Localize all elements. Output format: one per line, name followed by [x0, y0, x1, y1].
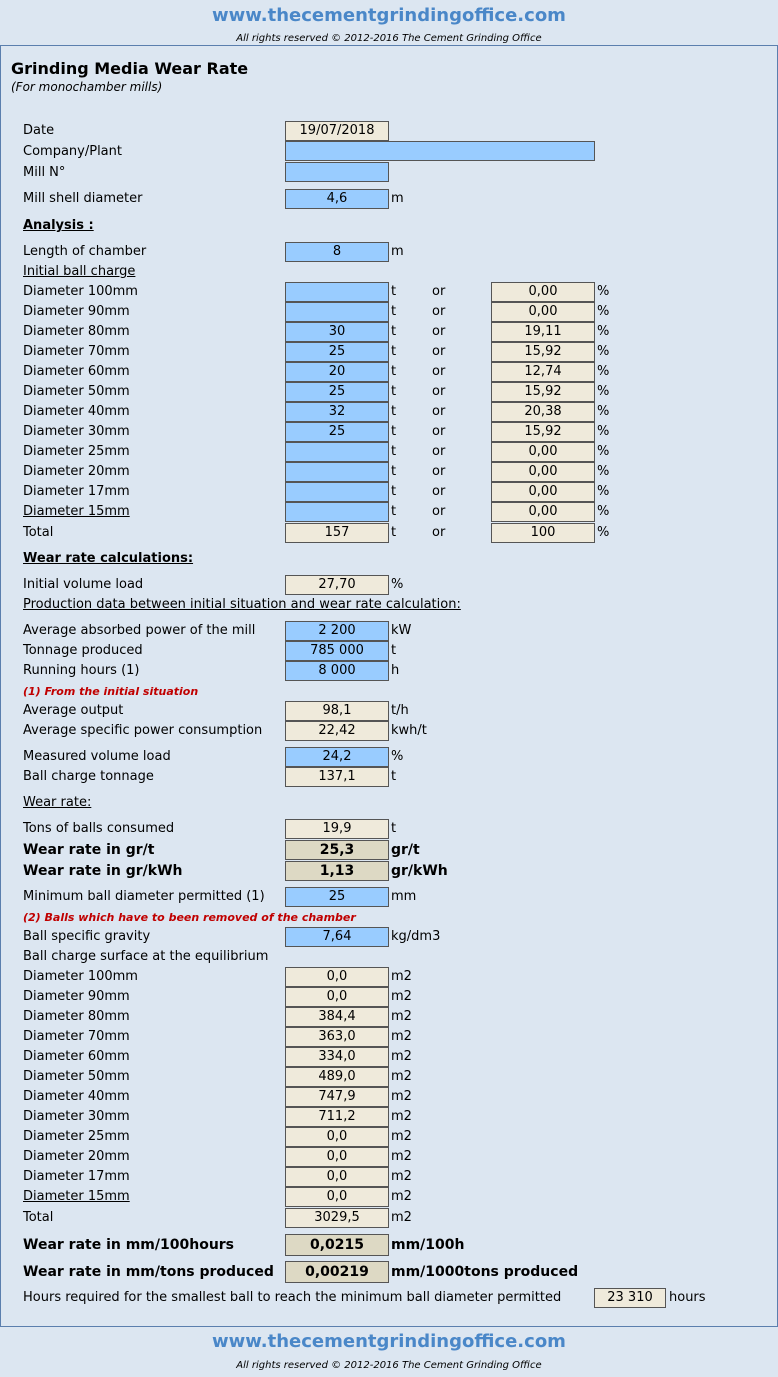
surface-row-value: 0,0	[285, 1147, 389, 1167]
spc-field: 22,42	[285, 721, 389, 741]
spc-unit: kwh/t	[391, 723, 427, 738]
running-hours-unit: h	[391, 663, 400, 678]
charge-row-t-unit: t	[391, 404, 397, 419]
surface-total-unit: m2	[391, 1210, 412, 1225]
header-rights: All rights reserved © 2012-2016 The Cement Grinding Office	[236, 33, 542, 44]
charge-row-pct-unit: %	[597, 464, 610, 479]
wear-mmtons-field: 0,00219	[285, 1261, 389, 1283]
min-ball-field[interactable]: 25	[285, 887, 389, 907]
charge-row-label: Diameter 25mm	[23, 444, 130, 459]
charge-row-label: Diameter 90mm	[23, 304, 130, 319]
charge-row-percent-field: 0,00	[491, 302, 595, 322]
surface-row-unit: m2	[391, 1069, 412, 1084]
charge-row-percent-field: 0,00	[491, 442, 595, 462]
surface-row-value: 384,4	[285, 1007, 389, 1027]
wear-mm100-label: Wear rate in mm/100hours	[23, 1237, 235, 1253]
min-ball-label: Minimum ball diameter permitted (1)	[23, 889, 265, 904]
charge-row-label: Diameter 70mm	[23, 344, 130, 359]
charge-total-t: 157	[285, 523, 389, 543]
charge-row-tonnage-field[interactable]: 25	[285, 422, 389, 442]
wear-mmtons-label: Wear rate in mm/tons produced	[23, 1264, 274, 1280]
wear-mmtons-unit: mm/1000tons produced	[391, 1264, 579, 1280]
shell-diameter-unit: m	[391, 191, 404, 206]
charge-row-tonnage-field[interactable]	[285, 462, 389, 482]
charge-row-label: Diameter 30mm	[23, 424, 130, 439]
mvl-field[interactable]: 24,2	[285, 747, 389, 767]
surface-row-label: Diameter 30mm	[23, 1109, 130, 1124]
charge-row-t-unit: t	[391, 484, 397, 499]
tons-consumed-label: Tons of balls consumed	[23, 821, 175, 836]
surface-row-label: Diameter 20mm	[23, 1149, 130, 1164]
calc-heading: Wear rate calculations:	[23, 551, 194, 566]
hours-required-field: 23 310	[594, 1288, 666, 1308]
charge-row-tonnage-field[interactable]	[285, 482, 389, 502]
wear-mm100-field: 0,0215	[285, 1234, 389, 1256]
wear-grkwh-label: Wear rate in gr/kWh	[23, 863, 183, 879]
spc-label: Average specific power consumption	[23, 723, 263, 738]
production-heading: Production data between initial situation and wear rate calculation:	[23, 597, 461, 612]
wear-grkwh-unit: gr/kWh	[391, 863, 448, 879]
surface-row-label: Diameter 25mm	[23, 1129, 130, 1144]
specific-gravity-unit: kg/dm3	[391, 929, 441, 944]
charge-row-label: Diameter 15mm	[23, 504, 130, 519]
charge-row-tonnage-field[interactable]	[285, 442, 389, 462]
charge-row-percent-field: 15,92	[491, 342, 595, 362]
chamber-length-field[interactable]: 8	[285, 242, 389, 262]
charge-row-percent-field: 0,00	[491, 282, 595, 302]
date-field[interactable]: 19/07/2018	[285, 121, 389, 141]
charge-row-t-unit: t	[391, 504, 397, 519]
mvl-label: Measured volume load	[23, 749, 171, 764]
surface-row-label: Diameter 40mm	[23, 1089, 130, 1104]
charge-row-percent-field: 0,00	[491, 462, 595, 482]
charge-row-pct-unit: %	[597, 344, 610, 359]
surface-row-label: Diameter 17mm	[23, 1169, 130, 1184]
surface-row-label: Diameter 50mm	[23, 1069, 130, 1084]
charge-row-tonnage-field[interactable]: 32	[285, 402, 389, 422]
charge-total-label: Total	[23, 525, 54, 540]
footer-rights: All rights reserved © 2012-2016 The Cement Grinding Office	[236, 1360, 542, 1371]
company-label: Company/Plant	[23, 144, 122, 159]
avg-output-unit: t/h	[391, 703, 409, 718]
charge-row-percent-field: 0,00	[491, 482, 595, 502]
charge-row-t-unit: t	[391, 364, 397, 379]
surface-row-label: Diameter 15mm	[23, 1189, 130, 1204]
charge-row-or: or	[432, 284, 446, 299]
surface-row-value: 334,0	[285, 1047, 389, 1067]
ivl-unit: %	[391, 577, 404, 592]
tonnage-unit: t	[391, 643, 397, 658]
surface-row-value: 363,0	[285, 1027, 389, 1047]
surface-row-value: 0,0	[285, 1167, 389, 1187]
shell-diameter-label: Mill shell diameter	[23, 191, 143, 206]
charge-row-tonnage-field[interactable]: 20	[285, 362, 389, 382]
avg-output-field: 98,1	[285, 701, 389, 721]
specific-gravity-field[interactable]: 7,64	[285, 927, 389, 947]
mvl-unit: %	[391, 749, 404, 764]
charge-row-percent-field: 15,92	[491, 382, 595, 402]
footer-site-link[interactable]: www.thecementgrindingoffice.com	[212, 1331, 566, 1352]
ivl-field: 27,70	[285, 575, 389, 595]
charge-row-label: Diameter 60mm	[23, 364, 130, 379]
surface-row-value: 0,0	[285, 1187, 389, 1207]
charge-row-pct-unit: %	[597, 324, 610, 339]
surface-row-label: Diameter 60mm	[23, 1049, 130, 1064]
charge-row-pct-unit: %	[597, 484, 610, 499]
charge-row-or: or	[432, 424, 446, 439]
charge-row-pct-unit: %	[597, 304, 610, 319]
charge-row-or: or	[432, 344, 446, 359]
mill-label: Mill N°	[23, 165, 66, 180]
charge-row-or: or	[432, 384, 446, 399]
mill-number-field[interactable]	[285, 162, 389, 182]
footer-divider	[0, 1326, 778, 1327]
surface-row-value: 0,0	[285, 987, 389, 1007]
charge-total-pct-unit: %	[597, 525, 610, 540]
charge-total-pct: 100	[491, 523, 595, 543]
charge-row-tonnage-field[interactable]	[285, 282, 389, 302]
wear-grt-unit: gr/t	[391, 842, 420, 858]
surface-row-unit: m2	[391, 1169, 412, 1184]
chamber-length-unit: m	[391, 244, 404, 259]
charge-row-pct-unit: %	[597, 404, 610, 419]
charge-row-pct-unit: %	[597, 364, 610, 379]
wear-grt-field: 25,3	[285, 840, 389, 860]
charge-row-label: Diameter 100mm	[23, 284, 138, 299]
page-subtitle: (For monochamber mills)	[11, 80, 163, 94]
surface-row-value: 0,0	[285, 1127, 389, 1147]
charge-row-percent-field: 15,92	[491, 422, 595, 442]
charge-row-label: Diameter 80mm	[23, 324, 130, 339]
surface-row-unit: m2	[391, 1029, 412, 1044]
charge-row-tonnage-field[interactable]	[285, 302, 389, 322]
charge-row-pct-unit: %	[597, 384, 610, 399]
hours-required-unit: hours	[669, 1290, 706, 1305]
charge-row-tonnage-field[interactable]: 25	[285, 382, 389, 402]
surface-total-label: Total	[23, 1210, 54, 1225]
surface-row-label: Diameter 90mm	[23, 989, 130, 1004]
surface-row-unit: m2	[391, 1049, 412, 1064]
surface-row-unit: m2	[391, 1189, 412, 1204]
avg-output-label: Average output	[23, 703, 124, 718]
charge-row-label: Diameter 20mm	[23, 464, 130, 479]
surface-row-unit: m2	[391, 1129, 412, 1144]
charge-row-label: Diameter 40mm	[23, 404, 130, 419]
charge-row-pct-unit: %	[597, 284, 610, 299]
surface-row-unit: m2	[391, 1009, 412, 1024]
surface-row-unit: m2	[391, 1089, 412, 1104]
charge-total-or: or	[432, 525, 446, 540]
header-site-link[interactable]: www.thecementgrindingoffice.com	[212, 5, 566, 26]
surface-row-unit: m2	[391, 1149, 412, 1164]
charge-row-tonnage-field[interactable]: 25	[285, 342, 389, 362]
charge-row-t-unit: t	[391, 344, 397, 359]
specific-gravity-label: Ball specific gravity	[23, 929, 151, 944]
page-title: Grinding Media Wear Rate	[11, 59, 249, 78]
charge-row-t-unit: t	[391, 424, 397, 439]
charge-row-tonnage-field[interactable]	[285, 502, 389, 522]
surface-row-value: 747,9	[285, 1087, 389, 1107]
charge-row-percent-field: 20,38	[491, 402, 595, 422]
chamber-length-label: Length of chamber	[23, 244, 147, 259]
charge-row-t-unit: t	[391, 384, 397, 399]
hours-required-label: Hours required for the smallest ball to reach the minimum ball diameter permitted	[23, 1290, 562, 1305]
min-ball-unit: mm	[391, 889, 417, 904]
analysis-heading: Analysis :	[23, 218, 94, 233]
bct-unit: t	[391, 769, 397, 784]
charge-row-t-unit: t	[391, 324, 397, 339]
bct-field: 137,1	[285, 767, 389, 787]
charge-row-label: Diameter 17mm	[23, 484, 130, 499]
running-hours-field[interactable]: 8 000	[285, 661, 389, 681]
charge-row-percent-field: 19,11	[491, 322, 595, 342]
charge-total-t-unit: t	[391, 525, 397, 540]
note-initial-situation: (1) From the initial situation	[23, 685, 199, 698]
charge-row-percent-field: 12,74	[491, 362, 595, 382]
wear-heading: Wear rate:	[23, 795, 92, 810]
surface-total-field: 3029,5	[285, 1208, 389, 1228]
power-label: Average absorbed power of the mill	[23, 623, 256, 638]
power-unit: kW	[391, 623, 412, 638]
charge-row-or: or	[432, 484, 446, 499]
surface-row-label: Diameter 80mm	[23, 1009, 130, 1024]
tons-consumed-unit: t	[391, 821, 397, 836]
surface-row-unit: m2	[391, 989, 412, 1004]
date-label: Date	[23, 123, 55, 138]
running-hours-label: Running hours (1)	[23, 663, 140, 678]
charge-row-t-unit: t	[391, 464, 397, 479]
tons-consumed-field: 19,9	[285, 819, 389, 839]
tonnage-label: Tonnage produced	[23, 643, 143, 658]
wear-grt-label: Wear rate in gr/t	[23, 842, 155, 858]
surface-row-label: Diameter 70mm	[23, 1029, 130, 1044]
power-field[interactable]: 2 200	[285, 621, 389, 641]
initial-charge-heading: Initial ball charge	[23, 264, 136, 279]
bct-label: Ball charge tonnage	[23, 769, 154, 784]
charge-row-label: Diameter 50mm	[23, 384, 130, 399]
charge-row-pct-unit: %	[597, 504, 610, 519]
note-balls-removed: (2) Balls which have to been removed of the chamber	[23, 911, 356, 924]
charge-row-or: or	[432, 504, 446, 519]
surface-row-unit: m2	[391, 1109, 412, 1124]
charge-row-or: or	[432, 444, 446, 459]
surface-row-unit: m2	[391, 969, 412, 984]
company-field[interactable]	[285, 141, 595, 161]
charge-row-pct-unit: %	[597, 424, 610, 439]
tonnage-field[interactable]: 785 000	[285, 641, 389, 661]
charge-row-or: or	[432, 404, 446, 419]
surface-row-label: Diameter 100mm	[23, 969, 138, 984]
wear-mm100-unit: mm/100h	[391, 1237, 465, 1253]
charge-row-tonnage-field[interactable]: 30	[285, 322, 389, 342]
wear-grkwh-field: 1,13	[285, 861, 389, 881]
charge-row-t-unit: t	[391, 444, 397, 459]
surface-row-value: 489,0	[285, 1067, 389, 1087]
charge-row-t-unit: t	[391, 304, 397, 319]
surface-row-value: 0,0	[285, 967, 389, 987]
charge-row-or: or	[432, 304, 446, 319]
shell-diameter-field[interactable]: 4,6	[285, 189, 389, 209]
surface-row-value: 711,2	[285, 1107, 389, 1127]
charge-row-or: or	[432, 464, 446, 479]
surface-heading: Ball charge surface at the equilibrium	[23, 949, 269, 964]
charge-row-percent-field: 0,00	[491, 502, 595, 522]
charge-row-or: or	[432, 324, 446, 339]
charge-row-or: or	[432, 364, 446, 379]
ivl-label: Initial volume load	[23, 577, 144, 592]
charge-row-pct-unit: %	[597, 444, 610, 459]
charge-row-t-unit: t	[391, 284, 397, 299]
